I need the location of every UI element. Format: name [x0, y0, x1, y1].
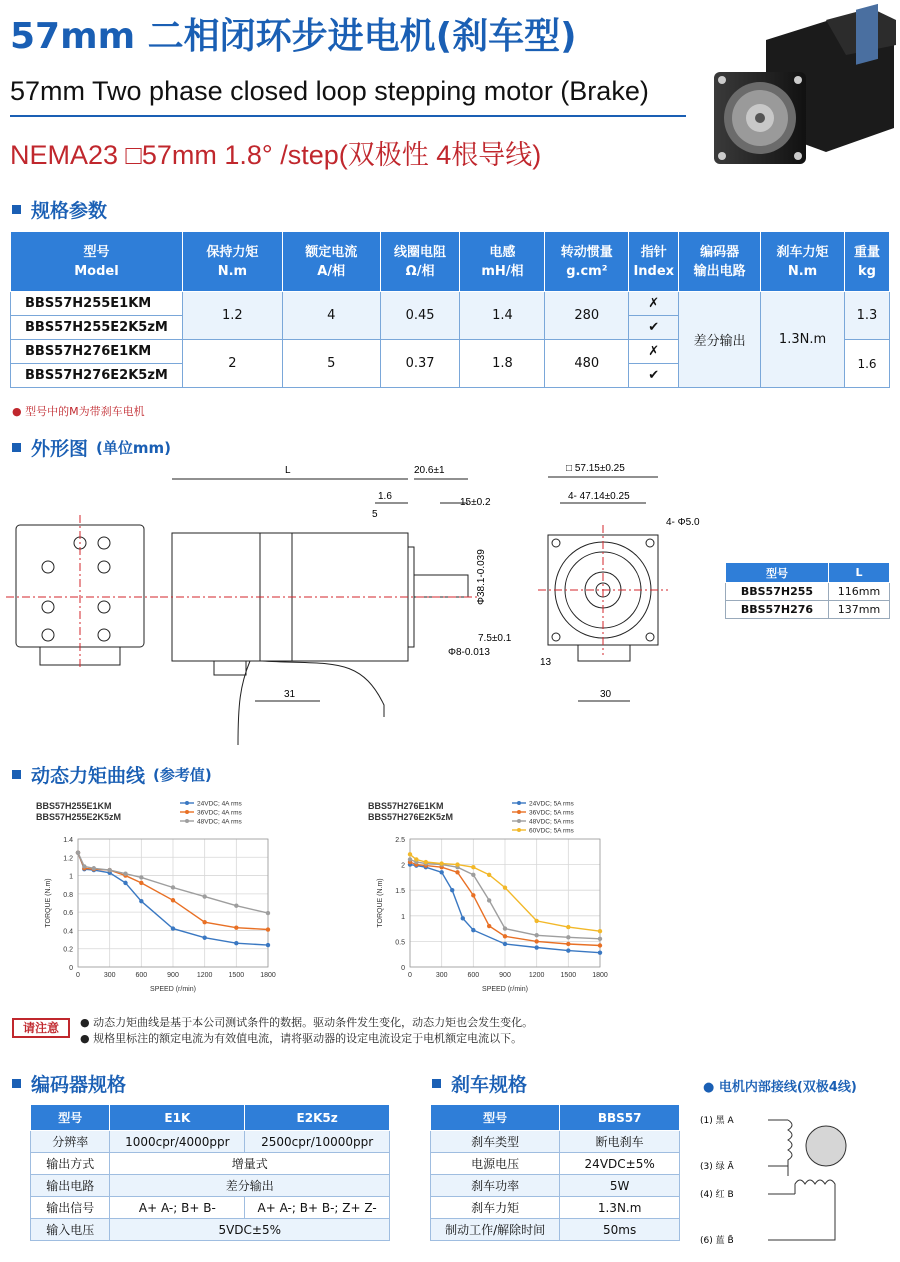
- table-row: 刹车力矩 1.3N.m: [431, 1197, 680, 1219]
- dim-13: 13: [540, 657, 552, 668]
- data-point: [534, 939, 538, 943]
- brake-section-title: 刹车规格: [432, 1070, 527, 1097]
- section-square-icon: [432, 1079, 441, 1088]
- dim-38: Φ38.1-0.039: [476, 549, 487, 605]
- index-cross-icon: ✗: [629, 292, 679, 316]
- cell-inductance: 1.8: [460, 340, 545, 388]
- y-tick-label: 1.4: [63, 837, 73, 844]
- data-point: [82, 864, 86, 868]
- page-title-en: 57mm Two phase closed loop stepping motor (Brake): [10, 76, 649, 106]
- table-row: 输出方式 增量式: [31, 1153, 390, 1175]
- data-point: [566, 935, 570, 939]
- legend-label: 60VDC; 5A rms: [529, 827, 574, 835]
- data-point: [534, 933, 538, 937]
- dim-8: Φ8-0.013: [448, 647, 490, 658]
- legend-label: 48VDC; 4A rms: [197, 818, 242, 826]
- brake-table-header: 型号 BBS57: [431, 1105, 680, 1131]
- cell-current: 5: [282, 340, 380, 388]
- model-note: ● 型号中的M为带刹车电机: [12, 405, 145, 418]
- legend-marker: [517, 828, 521, 832]
- data-point: [598, 937, 602, 941]
- notice-badge: 请注意: [12, 1018, 70, 1038]
- legend-marker: [517, 801, 521, 805]
- y-tick-label: 2: [401, 862, 405, 870]
- wire-label-a: (1) 黑 A: [700, 1116, 734, 1126]
- data-point: [234, 904, 238, 908]
- th-resistance: 线圈电阻 Ω/相: [380, 232, 460, 292]
- th-weight: 重量 kg: [844, 232, 889, 292]
- index-check-icon: ✔: [629, 316, 679, 340]
- x-tick-label: 1500: [560, 972, 577, 979]
- section-square-icon: [12, 770, 21, 779]
- outline-drawing: [0, 455, 720, 755]
- data-point: [503, 934, 507, 938]
- legend-label: 36VDC; 5A rms: [529, 809, 574, 817]
- y-tick-label: 1: [69, 873, 73, 881]
- y-tick-label: 0: [69, 965, 73, 972]
- table-row: 输出电路 差分输出: [31, 1175, 390, 1197]
- index-check-icon: ✔: [629, 364, 679, 388]
- data-point: [202, 894, 206, 898]
- data-point: [266, 943, 270, 947]
- data-point: [408, 852, 412, 856]
- section-square-icon: [12, 1079, 21, 1088]
- data-point: [414, 857, 418, 861]
- encoder-section-title: 编码器规格: [12, 1070, 126, 1097]
- dim-hole: 4- Φ5.0: [666, 517, 700, 528]
- cell-inductance: 1.4: [460, 292, 545, 340]
- data-point: [487, 898, 491, 902]
- data-point: [598, 929, 602, 933]
- wiring-diagram: [700, 1100, 890, 1260]
- legend-label: 24VDC; 4A rms: [197, 800, 242, 808]
- x-axis-label: SPEED (r/min): [150, 986, 196, 993]
- legend-marker: [185, 819, 189, 823]
- cell-brake-torque: 1.3N.m: [761, 292, 845, 388]
- index-cross-icon: ✗: [629, 340, 679, 364]
- y-tick-label: 0.4: [63, 928, 73, 936]
- chart-model-label: BBS57H276E2K5zM: [368, 812, 454, 822]
- table-row: 刹车功率 5W: [431, 1175, 680, 1197]
- data-point: [471, 865, 475, 869]
- data-point: [566, 925, 570, 929]
- th-holding-torque: 保持力矩 N.m: [182, 232, 282, 292]
- table-row: BBS57H255 116mm: [726, 583, 890, 601]
- table-row: 输入电压 5VDC±5%: [31, 1219, 390, 1241]
- data-point: [408, 857, 412, 861]
- data-point: [139, 875, 143, 879]
- chart-model-label: BBS57H255E1KM: [36, 801, 112, 811]
- data-point: [123, 872, 127, 876]
- data-point: [503, 942, 507, 946]
- x-tick-label: 900: [499, 972, 511, 979]
- data-point: [439, 861, 443, 865]
- y-tick-label: 0.8: [63, 891, 73, 899]
- x-tick-label: 1800: [260, 972, 276, 979]
- table-row: 输出信号 A+ A-; B+ B- A+ A-; B+ B-; Z+ Z-: [31, 1197, 390, 1219]
- data-point: [503, 885, 507, 889]
- x-tick-label: 1200: [196, 972, 213, 979]
- data-point: [123, 881, 127, 885]
- cell-weight: 1.3: [844, 292, 889, 340]
- y-tick-label: 0: [401, 965, 405, 972]
- x-tick-label: 600: [135, 972, 148, 979]
- section-square-icon: [12, 443, 21, 452]
- x-tick-label: 300: [435, 972, 448, 979]
- model-cell: BBS57H276E2K5zM: [11, 364, 183, 388]
- x-tick-label: 0: [76, 972, 80, 979]
- encoder-table: [30, 1104, 390, 1241]
- data-point: [471, 928, 475, 932]
- y-tick-label: 1.2: [63, 855, 73, 863]
- data-point: [455, 862, 459, 866]
- table-row: 制动工作/解除时间 50ms: [431, 1219, 680, 1241]
- dim-31: 31: [284, 689, 296, 700]
- x-tick-label: 300: [103, 972, 116, 979]
- data-point: [202, 936, 206, 940]
- encoder-table-header: 型号 E1K E2K5z: [31, 1105, 390, 1131]
- data-point: [76, 851, 80, 855]
- data-point: [450, 888, 454, 892]
- chart-model-label: BBS57H255E2K5zM: [36, 812, 122, 822]
- th-inductance: 电感 mH/相: [460, 232, 545, 292]
- y-tick-label: 2.5: [395, 837, 405, 844]
- data-point: [439, 870, 443, 874]
- data-point: [139, 899, 143, 903]
- section-square-icon: [12, 205, 21, 214]
- x-tick-label: 0: [408, 972, 412, 979]
- y-axis-label: TORQUE (N.m): [45, 878, 52, 928]
- cell-torque: 2: [182, 340, 282, 388]
- data-point: [266, 927, 270, 931]
- legend-label: 24VDC; 5A rms: [529, 800, 574, 808]
- cell-weight: 1.6: [844, 340, 889, 388]
- model-cell: BBS57H255E2K5zM: [11, 316, 183, 340]
- data-point: [234, 941, 238, 945]
- data-point: [202, 920, 206, 924]
- table-row: 电源电压 24VDC±5%: [431, 1153, 680, 1175]
- notice-text: ● 动态力矩曲线是基于本公司测试条件的数据。驱动条件发生变化，动态力矩也会发生变化。 ● 规格里标注的额定电流为有效值电流，请将驱动器的设定电流设定于电机额定电流以下。: [80, 1016, 534, 1045]
- x-tick-label: 900: [167, 972, 179, 979]
- table-row: 刹车类型 断电刹车: [431, 1131, 680, 1153]
- data-point: [503, 926, 507, 930]
- th-inertia: 转动惯量 g.cm²: [545, 232, 629, 292]
- cell-inertia: 280: [545, 292, 629, 340]
- spec-section-title: 规格参数: [12, 196, 107, 223]
- data-point: [171, 926, 175, 930]
- legend-label: 36VDC; 4A rms: [197, 809, 242, 817]
- data-point: [92, 866, 96, 870]
- dim-20-6: 20.6±1: [414, 465, 445, 476]
- data-point: [471, 893, 475, 897]
- th-brake-torque: 刹车力矩 N.m: [761, 232, 845, 292]
- model-cell: BBS57H276E1KM: [11, 340, 183, 364]
- cell-resistance: 0.37: [380, 340, 460, 388]
- legend-label: 48VDC; 5A rms: [529, 818, 574, 826]
- drawing-section-title: 外形图 (单位mm): [12, 434, 171, 461]
- data-point: [171, 898, 175, 902]
- spec-line: NEMA23 □57mm 1.8° /step(双极性 4根导线): [10, 140, 542, 170]
- torque-chart-255: [30, 797, 350, 1002]
- data-point: [139, 881, 143, 885]
- y-tick-label: 0.2: [63, 946, 73, 954]
- data-point: [487, 873, 491, 877]
- dim-57-15: □ 57.15±0.25: [566, 463, 625, 474]
- dim-L: L: [285, 465, 291, 476]
- spec-table: [10, 231, 890, 388]
- data-point: [598, 943, 602, 947]
- wire-label-b: (4) 红 B: [700, 1190, 734, 1200]
- y-tick-label: 0.6: [63, 910, 73, 918]
- x-axis-label: SPEED (r/min): [482, 986, 528, 993]
- x-tick-label: 600: [467, 972, 480, 979]
- th-encoder: 编码器 输出电路: [679, 232, 761, 292]
- x-tick-label: 1800: [592, 972, 608, 979]
- dim-30: 30: [600, 689, 612, 700]
- cell-encoder-output: 差分输出: [679, 292, 761, 388]
- dim-7-5: 7.5±0.1: [478, 633, 512, 644]
- x-tick-label: 1500: [228, 972, 245, 979]
- data-point: [471, 873, 475, 877]
- th-index: 指针 Index: [629, 232, 679, 292]
- data-point: [266, 911, 270, 915]
- motor-photo: [706, 0, 900, 170]
- dim-1-6: 1.6: [378, 491, 392, 502]
- curves-section-title: 动态力矩曲线 (参考值): [12, 761, 212, 788]
- data-point: [455, 870, 459, 874]
- spec-table-header: [11, 232, 890, 292]
- th-rated-current: 额定电流 A/相: [282, 232, 380, 292]
- legend-marker: [517, 810, 521, 814]
- y-axis-label: TORQUE (N.m): [377, 878, 384, 928]
- legend-marker: [185, 810, 189, 814]
- y-tick-label: 1.5: [395, 888, 405, 896]
- wiring-title: ● 电机内部接线(双极4线): [703, 1080, 857, 1095]
- x-tick-label: 1200: [528, 972, 545, 979]
- wire-label-a-bar: (3) 绿 Ā: [700, 1162, 734, 1172]
- data-point: [107, 868, 111, 872]
- chart-model-label: BBS57H276E1KM: [368, 801, 444, 811]
- data-point: [566, 942, 570, 946]
- table-row: 分辨率 1000cpr/4000ppr 2500cpr/10000ppr: [31, 1131, 390, 1153]
- table-row: [11, 292, 890, 316]
- y-tick-label: 0.5: [395, 939, 405, 947]
- data-point: [598, 950, 602, 954]
- torque-chart-276: [362, 797, 682, 1002]
- data-point: [534, 919, 538, 923]
- data-point: [487, 924, 491, 928]
- cell-current: 4: [282, 292, 380, 340]
- legend-marker: [517, 819, 521, 823]
- table-row: BBS57H276 137mm: [726, 601, 890, 619]
- data-point: [534, 945, 538, 949]
- dim-15: 15±0.2: [460, 497, 491, 508]
- y-tick-label: 1: [401, 913, 405, 921]
- dim-5: 5: [372, 509, 378, 520]
- title-divider: [10, 115, 686, 117]
- data-point: [234, 925, 238, 929]
- cell-inertia: 480: [545, 340, 629, 388]
- dim-47-14: 4- 47.14±0.25: [568, 491, 630, 502]
- data-point: [566, 948, 570, 952]
- brake-table: [430, 1104, 680, 1241]
- th-model: 型号 Model: [11, 232, 183, 292]
- wire-label-b-bar: (6) 蓝 B̄: [700, 1236, 734, 1246]
- length-table: 型号 L BBS57H255 116mm BBS57H276 137mm: [725, 562, 890, 619]
- data-point: [461, 916, 465, 920]
- data-point: [171, 885, 175, 889]
- model-cell: BBS57H255E1KM: [11, 292, 183, 316]
- page-title-cn: 57mm 二相闭环步进电机(刹车型): [10, 16, 577, 57]
- cell-torque: 1.2: [182, 292, 282, 340]
- cell-resistance: 0.45: [380, 292, 460, 340]
- legend-marker: [185, 801, 189, 805]
- data-point: [424, 860, 428, 864]
